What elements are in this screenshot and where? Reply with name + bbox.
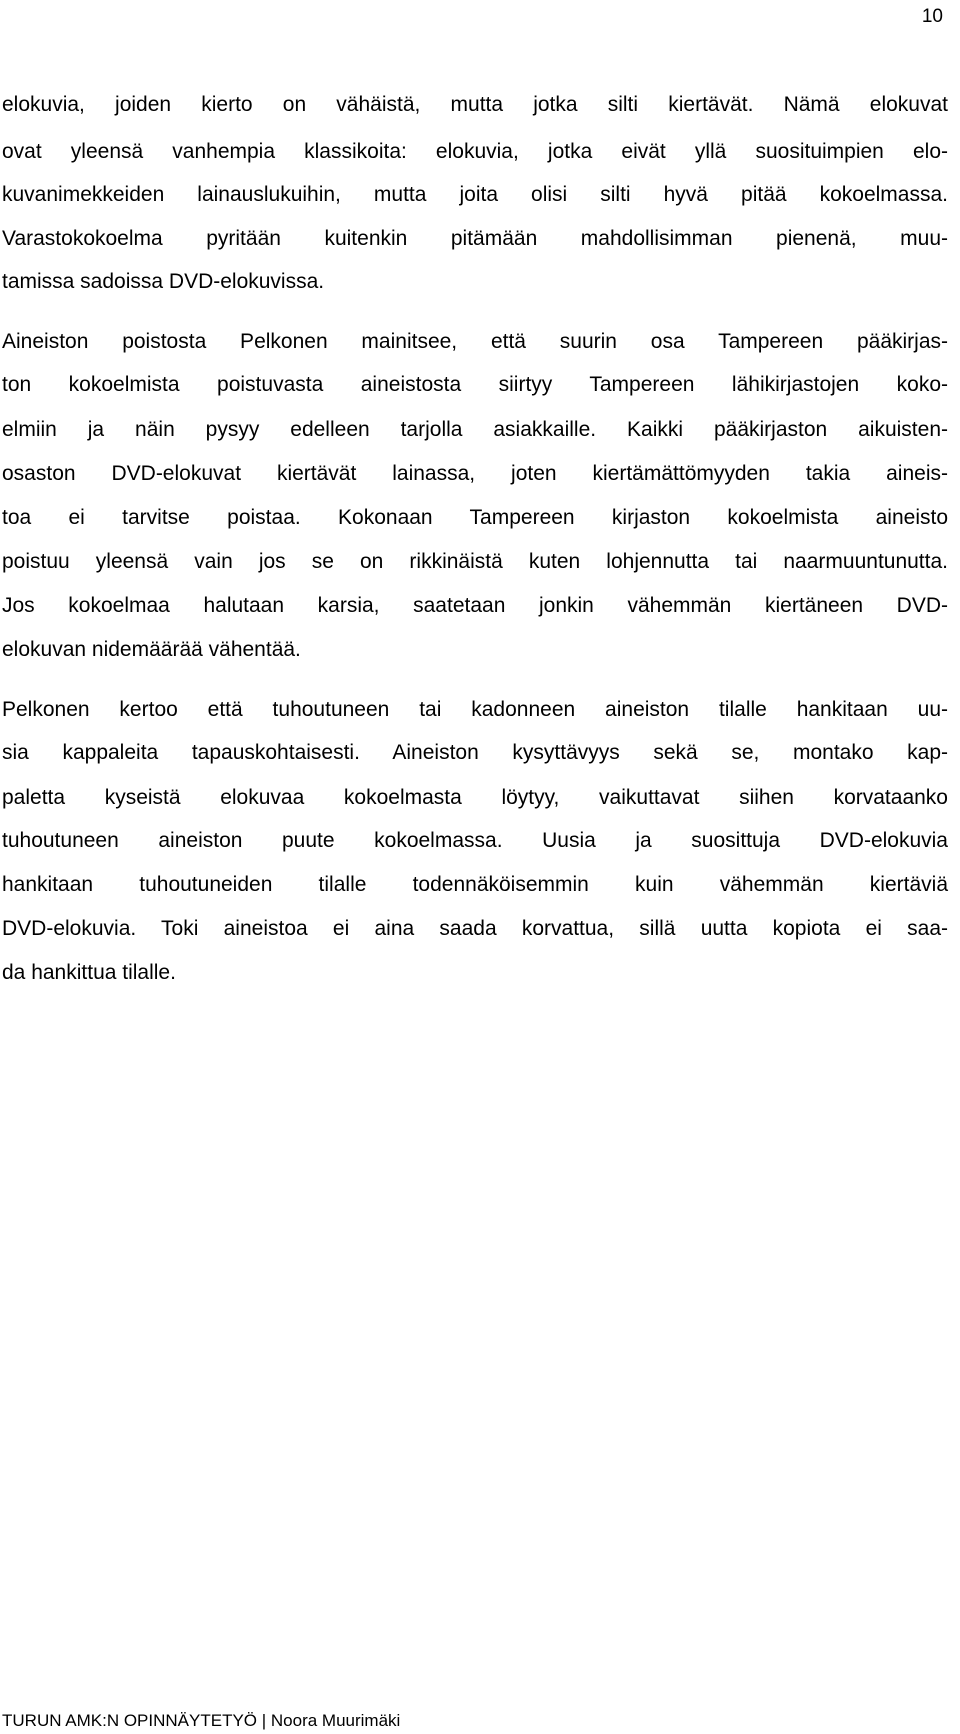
- text-line: hankitaan tuhoutuneiden tilalle todennäköisemmin kuin vähemmän kiertäviä: [2, 873, 948, 896]
- text-line: Aineiston poistosta Pelkonen mainitsee, että suurin osa Tampereen pääkirjas-: [2, 330, 948, 353]
- text-line: DVD-elokuvia. Toki aineistoa ei aina saada korvattua, sillä uutta kopiota ei saa-: [2, 917, 948, 940]
- text-line: toa ei tarvitse poistaa. Kokonaan Tampereen kirjaston kokoelmista aineisto: [2, 506, 948, 529]
- text-line: Jos kokoelmaa halutaan karsia, saatetaan jonkin vähemmän kiertäneen DVD-: [2, 594, 948, 617]
- text-line: kuvanimekkeiden lainauslukuihin, mutta joita olisi silti hyvä pitää kokoelmassa.: [2, 183, 948, 206]
- text-line: ovat yleensä vanhempia klassikoita: elokuvia, jotka eivät yllä suosituimpien elo-: [2, 140, 948, 163]
- text-line: elokuvia, joiden kierto on vähäistä, mutta jotka silti kiertävät. Nämä elokuvat: [2, 93, 948, 116]
- page-footer: TURUN AMK:N OPINNÄYTETYÖ | Noora Muurimäki: [2, 1711, 401, 1730]
- text-line: osaston DVD-elokuvat kiertävät lainassa, joten kiertämättömyyden takia aineis-: [2, 462, 948, 485]
- text-line: elokuvan nidemäärää vähentää.: [2, 638, 301, 661]
- text-line: ton kokoelmista poistuvasta aineistosta siirtyy Tampereen lähikirjastojen koko-: [2, 373, 948, 396]
- text-line: Varastokokoelma pyritään kuitenkin pitämään mahdollisimman pienenä, muu-: [2, 227, 948, 250]
- text-line: elmiin ja näin pysyy edelleen tarjolla asiakkaille. Kaikki pääkirjaston aikuisten-: [2, 418, 948, 441]
- text-line: poistuu yleensä vain jos se on rikkinäistä kuten lohjennutta tai naarmuuntunutta.: [2, 550, 948, 573]
- text-line: tamissa sadoissa DVD-elokuvissa.: [2, 270, 325, 293]
- page-number: 10: [921, 6, 943, 27]
- text-line: sia kappaleita tapauskohtaisesti. Aineiston kysyttävyys sekä se, montako kap-: [2, 741, 948, 764]
- text-line: da hankittua tilalle.: [2, 961, 176, 984]
- text-line: Pelkonen kertoo että tuhoutuneen tai kadonneen aineiston tilalle hankitaan uu-: [2, 698, 948, 721]
- text-line: tuhoutuneen aineiston puute kokoelmassa. Uusia ja suosittuja DVD-elokuvia: [2, 829, 948, 852]
- text-line: paletta kyseistä elokuvaa kokoelmasta löytyy, vaikuttavat siihen korvataanko: [2, 786, 948, 809]
